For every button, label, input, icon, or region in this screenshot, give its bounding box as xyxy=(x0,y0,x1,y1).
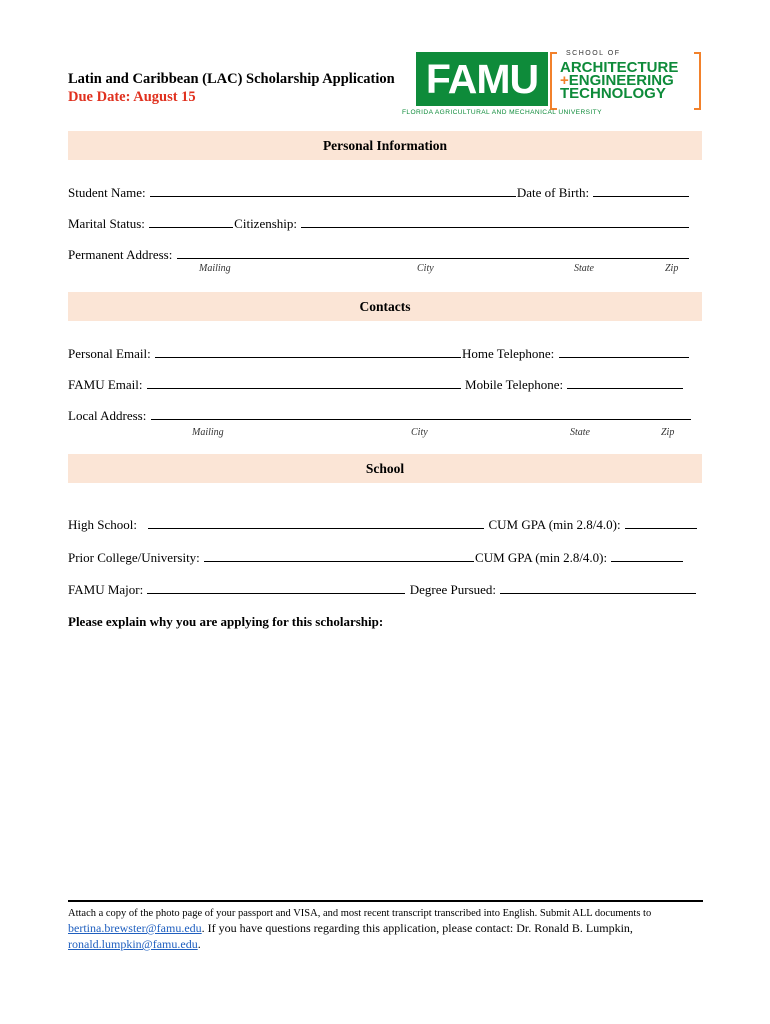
row-local-address xyxy=(68,408,692,424)
famu-email-field[interactable] xyxy=(147,387,461,389)
footer-text-1: Attach a copy of the photo page of your passport and VISA, and most recent transcript transcribed into English. Submit ALL documents to xyxy=(68,908,652,919)
row-prior-college xyxy=(68,550,684,566)
logo-school-name xyxy=(560,61,678,100)
permanent-address-label: Permanent Address: xyxy=(68,247,173,262)
address-mailing-caption: Mailing xyxy=(199,263,231,274)
prior-college-gpa-label: CUM GPA (min 2.8/4.0): xyxy=(475,550,608,565)
explain-answer-area[interactable] xyxy=(68,636,702,892)
prior-college-field[interactable] xyxy=(204,560,474,562)
degree-pursued-field[interactable] xyxy=(500,592,696,594)
address-zip-caption: Zip xyxy=(665,263,679,274)
footer-divider xyxy=(68,900,703,902)
row-famu-email xyxy=(68,377,684,393)
bracket-right xyxy=(694,52,701,110)
famu-wordmark: FAMU xyxy=(416,52,548,106)
prior-college-label: Prior College/University: xyxy=(68,550,200,565)
mobile-telephone-label: Mobile Telephone: xyxy=(465,377,564,392)
footer-instructions xyxy=(68,906,708,953)
footer-text-3: . xyxy=(197,937,201,951)
marital-label: Marital Status: xyxy=(68,216,145,231)
form-title: Latin and Caribbean (LAC) Scholarship Application xyxy=(68,71,395,87)
logo-engineering: ENGINEERING xyxy=(568,72,674,89)
high-school-field[interactable] xyxy=(148,527,484,529)
student-name-label: Student Name: xyxy=(68,185,146,200)
famu-major-field[interactable] xyxy=(147,592,405,594)
row-personal-email xyxy=(68,346,690,362)
home-telephone-field[interactable] xyxy=(559,356,689,358)
home-telephone-label: Home Telephone: xyxy=(461,346,555,361)
student-name-field[interactable] xyxy=(150,195,516,197)
high-school-label: High School: xyxy=(68,517,137,532)
logo-university: FLORIDA AGRICULTURAL AND MECHANICAL UNIVERSITY xyxy=(402,109,602,116)
row-high-school xyxy=(68,517,698,533)
dob-label: Date of Birth: xyxy=(516,185,590,200)
famu-email-label: FAMU Email: xyxy=(68,377,143,392)
local-zip-caption: Zip xyxy=(661,427,675,438)
personal-email-field[interactable] xyxy=(155,356,461,358)
row-famu-major xyxy=(68,582,697,598)
email-link-brewster[interactable]: bertina.brewster@famu.edu xyxy=(68,921,202,935)
mobile-telephone-field[interactable] xyxy=(567,387,683,389)
local-address-field[interactable] xyxy=(151,418,691,420)
degree-pursued-label: Degree Pursued: xyxy=(409,582,497,597)
citizenship-label: Citizenship: xyxy=(234,216,298,231)
logo-line-technology: TECHNOLOGY xyxy=(560,85,666,102)
email-link-lumpkin[interactable]: ronald.lumpkin@famu.edu xyxy=(68,937,198,951)
high-school-gpa-label: CUM GPA (min 2.8/4.0): xyxy=(488,517,621,532)
prior-college-gpa-field[interactable] xyxy=(611,560,683,562)
section-personal-information: Personal Information xyxy=(68,131,702,160)
famu-logo xyxy=(402,48,710,120)
bracket-left xyxy=(550,52,557,110)
logo-plus: + xyxy=(560,72,569,89)
row-marital xyxy=(68,216,690,232)
personal-email-label: Personal Email: xyxy=(68,346,151,361)
logo-school-of: SCHOOL OF xyxy=(566,50,621,57)
marital-field[interactable] xyxy=(149,226,233,228)
citizenship-field[interactable] xyxy=(301,226,689,228)
local-city-caption: City xyxy=(411,427,428,438)
address-city-caption: City xyxy=(417,263,434,274)
section-school: School xyxy=(68,454,702,483)
explain-prompt: Please explain why you are applying for this scholarship: xyxy=(68,614,384,629)
dob-field[interactable] xyxy=(593,195,689,197)
high-school-gpa-field[interactable] xyxy=(625,527,697,529)
local-state-caption: State xyxy=(570,427,590,438)
local-mailing-caption: Mailing xyxy=(192,427,224,438)
footer-text-2: . If you have questions regarding this application, please contact: Dr. Ronald B. Lumpkin, xyxy=(201,921,633,935)
famu-major-label: FAMU Major: xyxy=(68,582,144,597)
due-date: Due Date: August 15 xyxy=(68,89,196,105)
row-student-name xyxy=(68,185,690,201)
address-state-caption: State xyxy=(574,263,594,274)
row-permanent-address xyxy=(68,247,690,263)
permanent-address-field[interactable] xyxy=(177,257,689,259)
section-contacts: Contacts xyxy=(68,292,702,321)
local-address-label: Local Address: xyxy=(68,408,147,423)
logo-line-architecture: ARCHITECTURE xyxy=(560,59,679,76)
